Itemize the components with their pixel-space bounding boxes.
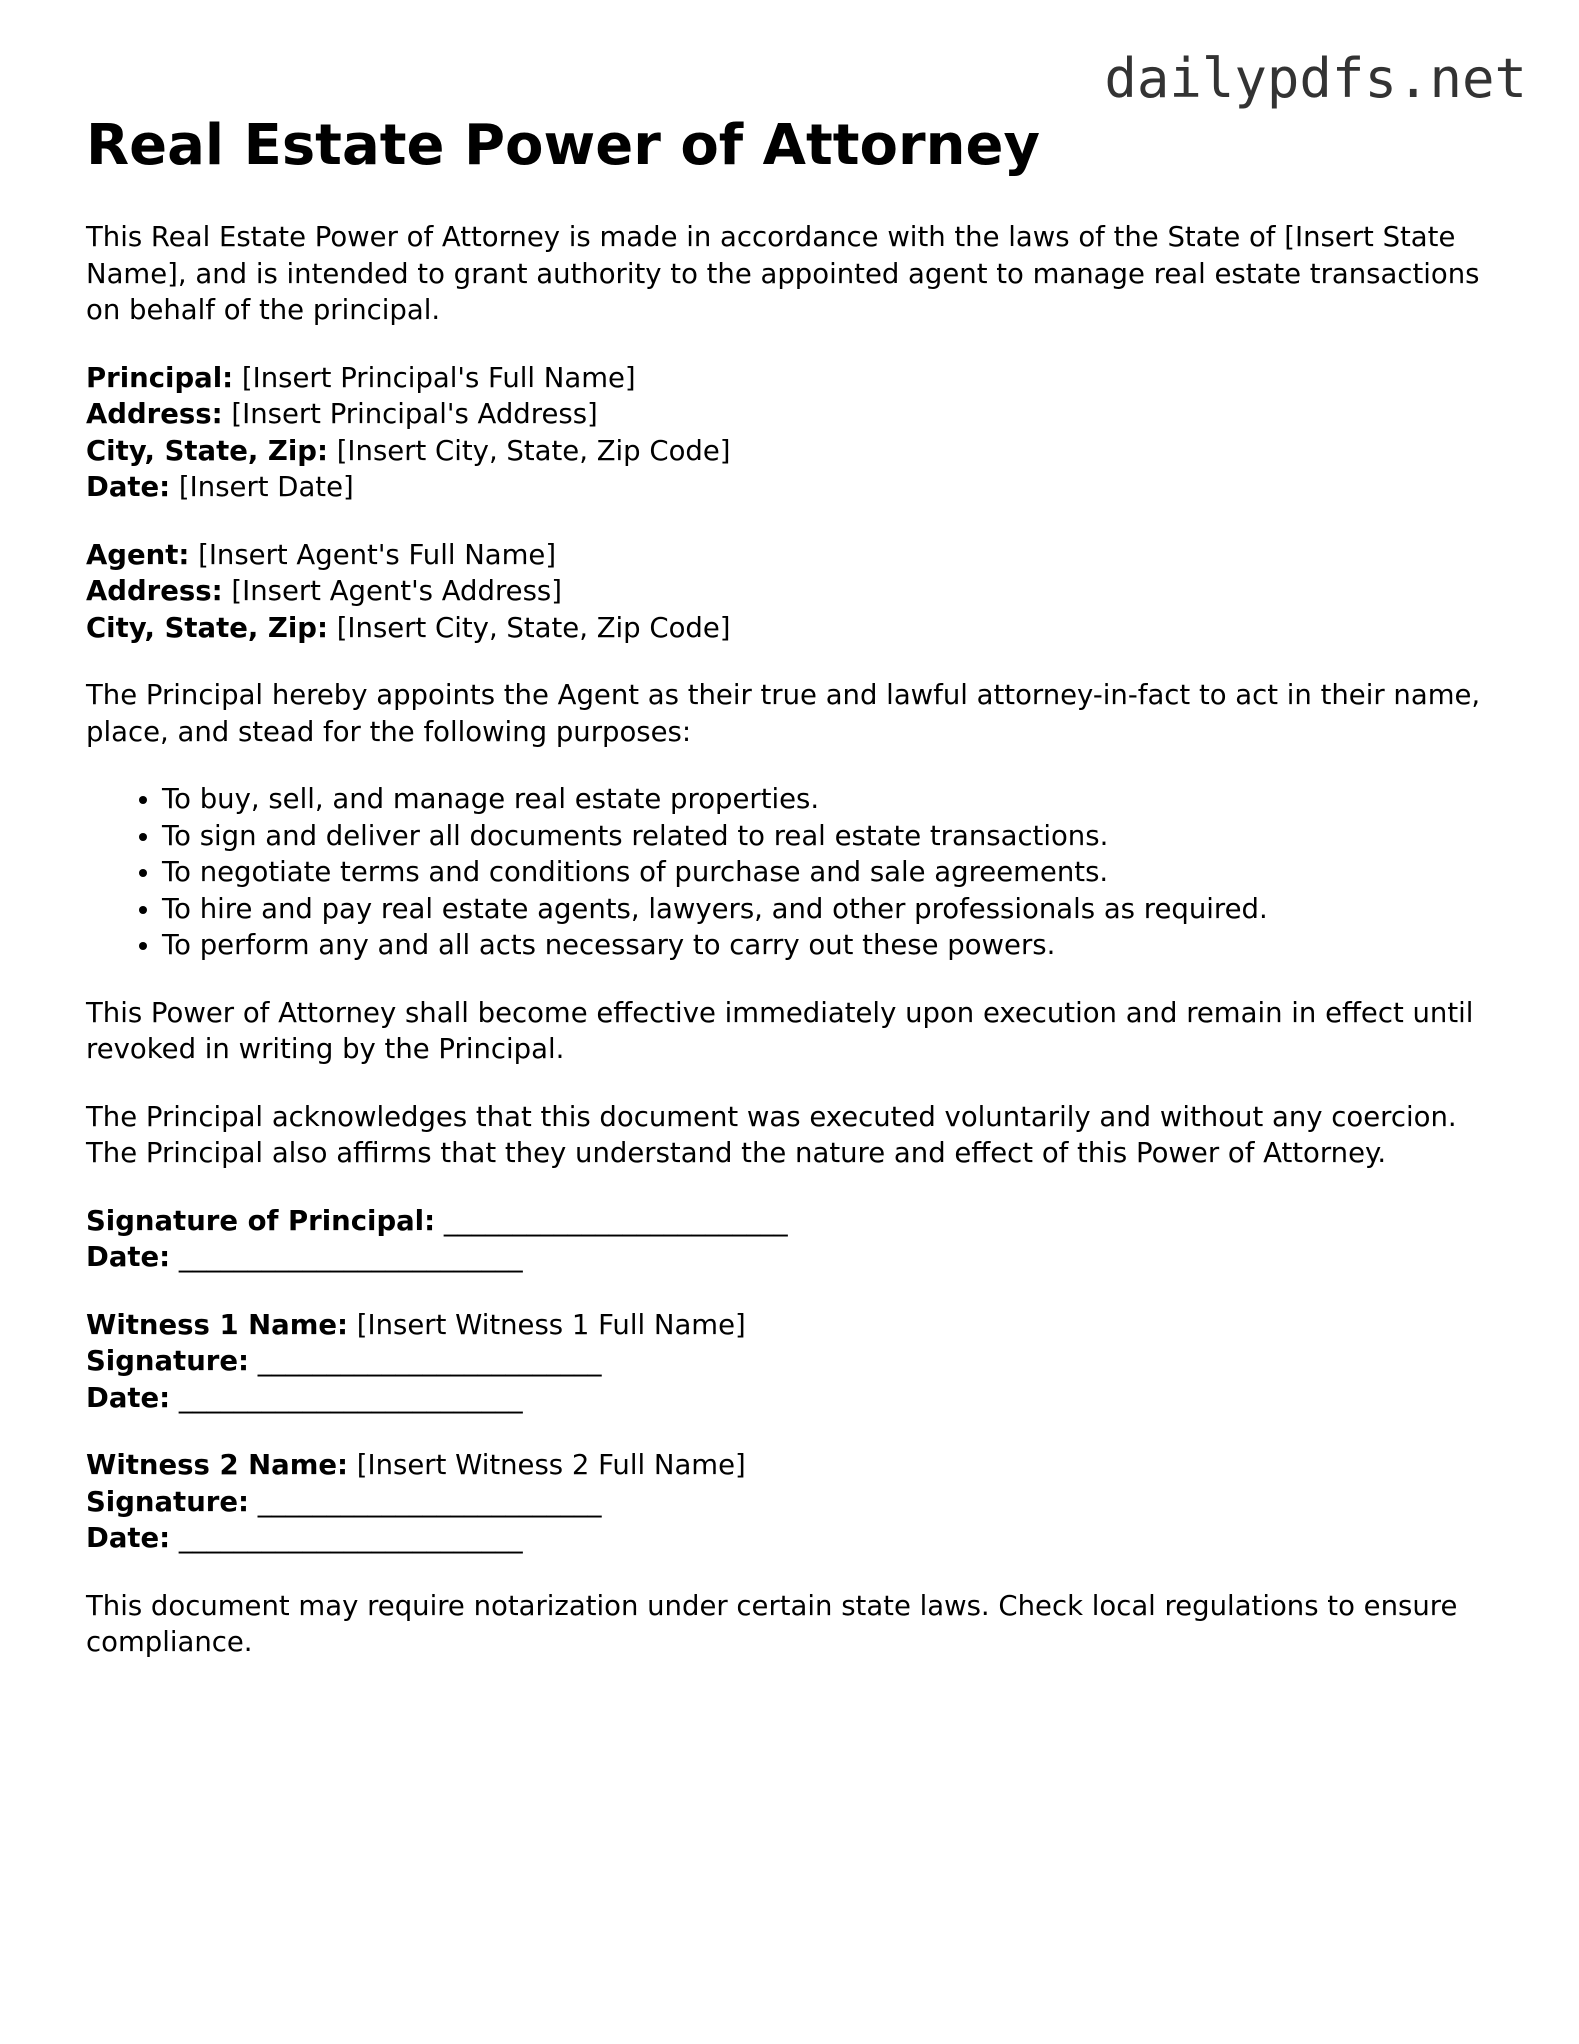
principal-signature-label: Signature of Principal: bbox=[86, 1204, 436, 1237]
principal-name-value: [Insert Principal's Full Name] bbox=[233, 361, 636, 394]
agent-city-line bbox=[86, 610, 1506, 647]
witness1-date-blank: _________________________ bbox=[170, 1381, 523, 1414]
witness1-signature-blank: _________________________ bbox=[249, 1345, 602, 1378]
agent-address-line bbox=[86, 573, 1506, 610]
principal-city-label: City, State, Zip: bbox=[86, 434, 328, 467]
principal-signature-blank: _________________________ bbox=[435, 1204, 788, 1237]
witness2-signature-blank: _________________________ bbox=[249, 1485, 602, 1518]
witness1-block bbox=[86, 1307, 1506, 1417]
witness2-block bbox=[86, 1447, 1506, 1557]
principal-address-value: [Insert Principal's Address] bbox=[222, 398, 598, 431]
principal-signature-date-line bbox=[86, 1239, 1506, 1276]
principal-date-label: Date: bbox=[86, 471, 171, 504]
principal-info bbox=[86, 360, 1506, 506]
principal-signature-line bbox=[86, 1203, 1506, 1240]
agent-address-label: Address: bbox=[86, 575, 223, 608]
principal-city-value: [Insert City, State, Zip Code] bbox=[327, 434, 731, 467]
list-item: • To negotiate terms and conditions of purchase and sale agreements. bbox=[162, 854, 1506, 891]
principal-name-label: Principal: bbox=[86, 361, 234, 394]
acknowledgment-paragraph: The Principal acknowledges that this document was executed voluntarily and without any coercion. The Principal also affirms that they understand the nature and effect of this Power of Attorney. bbox=[86, 1100, 1457, 1170]
document-page bbox=[86, 112, 1506, 1692]
effective-paragraph: This Power of Attorney shall become effective immediately upon execution and remain in effect until revoked in writing by the Principal. bbox=[86, 996, 1474, 1066]
principal-address-line bbox=[86, 396, 1506, 433]
agent-address-value: [Insert Agent's Address] bbox=[222, 575, 562, 608]
witness1-name-line bbox=[86, 1307, 1506, 1344]
witness1-signature-label: Signature: bbox=[86, 1345, 249, 1378]
principal-address-label: Address: bbox=[86, 398, 223, 431]
notice-paragraph: This document may require notarization under certain state laws. Check local regulations to ensure compliance. bbox=[86, 1589, 1458, 1659]
agent-name-line bbox=[86, 537, 1506, 574]
witness1-date-label: Date: bbox=[86, 1381, 171, 1414]
agent-name-value: [Insert Agent's Full Name] bbox=[189, 538, 557, 571]
principal-name-line bbox=[86, 360, 1506, 397]
principal-date-value: [Insert Date] bbox=[170, 471, 354, 504]
agent-info bbox=[86, 537, 1506, 647]
watermark: dailypdfs.net bbox=[1104, 47, 1527, 110]
appointment-paragraph: The Principal hereby appoints the Agent as their true and lawful attorney-in-fact to act in their name, place, and stead for the following purposes: bbox=[86, 679, 1481, 748]
principal-signature-date-label: Date: bbox=[86, 1241, 171, 1274]
witness2-name-label: Witness 2 Name: bbox=[86, 1449, 349, 1482]
witness2-date-label: Date: bbox=[86, 1522, 171, 1555]
witness1-name-value: [Insert Witness 1 Full Name] bbox=[348, 1308, 746, 1341]
witness1-name-label: Witness 1 Name: bbox=[86, 1308, 349, 1341]
agent-city-label: City, State, Zip: bbox=[86, 611, 328, 644]
agent-name-label: Agent: bbox=[86, 538, 190, 571]
witness2-name-value: [Insert Witness 2 Full Name] bbox=[348, 1449, 746, 1482]
witness2-name-line bbox=[86, 1447, 1506, 1484]
principal-signature-date-blank: _________________________ bbox=[170, 1241, 523, 1274]
list-item: • To hire and pay real estate agents, lawyers, and other professionals as required. bbox=[162, 891, 1506, 928]
purposes-list bbox=[86, 781, 1506, 964]
intro-paragraph: This Real Estate Power of Attorney is made in accordance with the laws of the State of [Insert State Name], and is intended to grant authority to the appointed agent to manage real estate transactions on behalf of the principal. bbox=[86, 221, 1480, 327]
document-title: Real Estate Power of Attorney bbox=[86, 113, 1040, 178]
list-item: • To buy, sell, and manage real estate properties. bbox=[162, 781, 1506, 818]
witness2-date-line bbox=[86, 1520, 1506, 1557]
witness1-signature-line bbox=[86, 1343, 1506, 1380]
witness1-date-line bbox=[86, 1380, 1506, 1417]
witness2-date-blank: _________________________ bbox=[170, 1522, 523, 1555]
list-item: • To sign and deliver all documents related to real estate transactions. bbox=[162, 818, 1506, 855]
witness2-signature-line bbox=[86, 1484, 1506, 1521]
principal-signature-block bbox=[86, 1203, 1506, 1276]
principal-city-line bbox=[86, 433, 1506, 470]
list-item: • To perform any and all acts necessary to carry out these powers. bbox=[162, 927, 1506, 964]
principal-date-line bbox=[86, 469, 1506, 506]
agent-city-value: [Insert City, State, Zip Code] bbox=[327, 611, 731, 644]
witness2-signature-label: Signature: bbox=[86, 1485, 249, 1518]
